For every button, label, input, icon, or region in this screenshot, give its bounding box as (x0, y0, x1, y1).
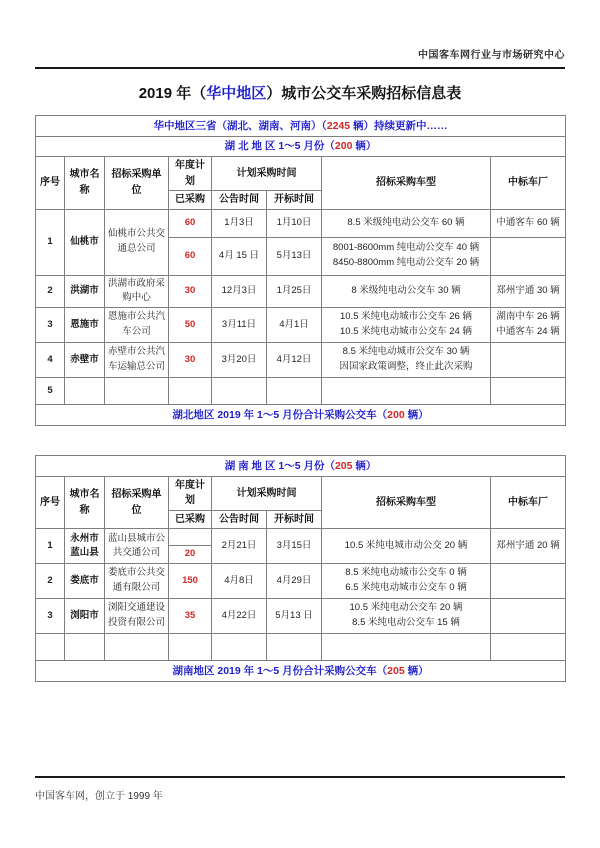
cell-model: 10.5 米纯电城市动公交 20 辆 (322, 529, 491, 564)
page-title (35, 82, 565, 103)
cell-winner (491, 634, 566, 661)
cell-model: 8 米级纯电动公交车 30 辆 (322, 275, 491, 307)
cell-city: 娄底市 (65, 564, 105, 599)
col-header-announce: 公告时间 (212, 510, 267, 529)
table-row (36, 209, 566, 237)
cell-open: 5月13日 (267, 237, 322, 275)
cell-announce: 4月8日 (212, 564, 267, 599)
cell-unit: 蓝山县城市公共交通公司 (105, 529, 169, 564)
hubei-summary-pre: 湖北地区 2019 年 1～5 月份合计采购公交车（ (172, 408, 388, 421)
cell-city: 恩施市 (65, 307, 105, 342)
title-pre: 2019 年（ (138, 85, 207, 102)
cell-announce: 2月21日 (212, 529, 267, 564)
col-header-plan-time: 计划采购时间 (212, 157, 322, 191)
col-header-plan: 年度计划 (169, 157, 212, 191)
hunan-region-row (36, 455, 566, 476)
col-header-city: 城市名称 (65, 157, 105, 210)
model-line-1: 8.5 米纯电动城市公交车 30 辆 (342, 346, 470, 358)
col-header-unit: 招标采购单位 (105, 157, 169, 210)
cell-purchased: 60 (169, 237, 212, 275)
cell-open (267, 377, 322, 404)
cell-unit: 娄底市公共交通有限公司 (105, 564, 169, 599)
col-header-plan: 年度计划 (169, 476, 212, 510)
cell-announce: 3月20日 (212, 342, 267, 377)
cell-unit (105, 377, 169, 404)
col-header-purchased: 已采购 (169, 510, 212, 529)
cell-open: 1月10日 (267, 209, 322, 237)
banner-post: 辆）持续更新中…… (350, 119, 448, 132)
hubei-summary (36, 404, 566, 425)
hunan-summary-row (36, 661, 566, 682)
col-header-winner: 中标车厂 (491, 157, 566, 210)
banner-pre: 华中地区三省（湖北、湖南、河南）（ (153, 119, 327, 132)
hubei-title-count: 200 (334, 140, 353, 153)
update-banner-row (36, 116, 566, 137)
table-row (36, 529, 566, 546)
org-header: 中国客车网行业与市场研究中心 (418, 50, 565, 61)
cell-open (267, 634, 322, 661)
cell-model (322, 634, 491, 661)
hubei-summary-count: 200 (387, 408, 405, 421)
cell-model (322, 599, 491, 634)
cell-seq: 3 (36, 599, 65, 634)
cell-open: 4月1日 (267, 307, 322, 342)
col-header-seq: 序号 (36, 157, 65, 210)
cell-model (322, 237, 491, 275)
cell-winner (491, 307, 566, 342)
cell-announce: 3月11日 (212, 307, 267, 342)
cell-unit: 洪湖市政府采购中心 (105, 275, 169, 307)
cell-unit: 恩施市公共汽车公司 (105, 307, 169, 342)
col-header-purchased: 已采购 (169, 191, 212, 210)
cell-announce: 4月22日 (212, 599, 267, 634)
hunan-summary-count: 205 (387, 665, 405, 678)
cell-city: 仙桃市 (65, 209, 105, 275)
cell-city: 赤壁市 (65, 342, 105, 377)
hunan-title-post: 辆） (352, 459, 377, 472)
cell-purchased: 150 (169, 564, 212, 599)
hubei-region-row (36, 137, 566, 157)
cell-winner: 郑州宇通 20 辆 (491, 529, 566, 564)
cell-open: 5月13 日 (267, 599, 322, 634)
hunan-summary (36, 661, 566, 682)
hubei-header-row-1 (36, 157, 566, 191)
cell-seq: 4 (36, 342, 65, 377)
hubei-summary-post: 辆） (404, 408, 429, 421)
table-row-empty (36, 634, 566, 661)
cell-city: 浏阳市 (65, 599, 105, 634)
header-rule (35, 67, 565, 69)
hubei-summary-row (36, 404, 566, 425)
cell-winner (491, 377, 566, 404)
model-line-2: 8.5 米纯电动公交车 15 辆 (352, 617, 460, 629)
col-header-model: 招标采购车型 (322, 157, 491, 210)
hubei-region-title (36, 137, 566, 157)
cell-purchased: 60 (169, 209, 212, 237)
cell-city: 洪湖市 (65, 275, 105, 307)
cell-announce (212, 377, 267, 404)
cell-purchased: 50 (169, 307, 212, 342)
cell-open: 3月15日 (267, 529, 322, 564)
hubei-title-post: 辆） (352, 140, 377, 153)
cell-winner (491, 564, 566, 599)
cell-city (65, 529, 105, 564)
cell-purchased: 35 (169, 599, 212, 634)
cell-model (322, 342, 491, 377)
model-line-1: 10.5 米纯电动公交车 20 辆 (349, 602, 463, 614)
cell-winner (491, 599, 566, 634)
col-header-plan-time: 计划采购时间 (212, 476, 322, 510)
cell-purchased (169, 634, 212, 661)
cell-model: 8.5 米级纯电动公交车 60 辆 (322, 209, 491, 237)
model-line-1: 10.5 米纯电动城市公交车 26 辆 (340, 311, 472, 323)
cell-purchased: 30 (169, 275, 212, 307)
table-row (36, 275, 566, 307)
cell-seq: 2 (36, 564, 65, 599)
model-line-1: 8001-8600mm 纯电动公交车 40 辆 (332, 242, 480, 254)
col-header-city: 城市名称 (65, 476, 105, 529)
hunan-title-count: 205 (334, 459, 353, 472)
col-header-open: 开标时间 (267, 510, 322, 529)
city-line-2: 蓝山县 (70, 547, 99, 559)
col-header-model: 招标采购车型 (322, 476, 491, 529)
table-row (36, 342, 566, 377)
model-line-1: 8.5 米纯电动城市公交车 0 辆 (345, 567, 467, 579)
hunan-header-row-1 (36, 476, 566, 510)
cell-seq: 1 (36, 209, 65, 275)
cell-model (322, 564, 491, 599)
table-row (36, 564, 566, 599)
cell-unit: 浏阳交通建设投资有限公司 (105, 599, 169, 634)
hunan-summary-post: 辆） (404, 665, 429, 678)
cell-announce: 12月3日 (212, 275, 267, 307)
col-header-announce: 公告时间 (212, 191, 267, 210)
title-post: ）城市公交车采购招标信息表 (266, 85, 462, 102)
col-header-winner: 中标车厂 (491, 476, 566, 529)
hubei-title-pre: 湖 北 地 区 1～5 月份（ (224, 140, 335, 153)
cell-seq: 2 (36, 275, 65, 307)
cell-model (322, 307, 491, 342)
banner-count: 2245 (326, 119, 351, 132)
cell-model (322, 377, 491, 404)
hunan-table (35, 455, 566, 682)
cell-purchased: 20 (169, 546, 212, 564)
cell-winner (491, 342, 566, 377)
cell-open: 4月12日 (267, 342, 322, 377)
cell-announce: 1月3日 (212, 209, 267, 237)
model-line-2: 8450-8800mm 纯电动公交车 20 辆 (332, 257, 480, 268)
hunan-title-pre: 湖 南 地 区 1～5 月份（ (224, 459, 335, 472)
cell-purchased-plan (169, 529, 212, 546)
model-line-2: 因国家政策调整，终止此次采购 (339, 360, 473, 372)
hubei-table (35, 115, 566, 426)
cell-winner (491, 237, 566, 275)
cell-open: 1月25日 (267, 275, 322, 307)
cell-seq: 5 (36, 377, 65, 404)
title-region: 华中地区 (206, 85, 267, 102)
cell-city (65, 634, 105, 661)
cell-seq: 1 (36, 529, 65, 564)
model-line-2: 6.5 米纯电动城市公交车 0 辆 (345, 582, 467, 594)
hunan-summary-pre: 湖南地区 2019 年 1～5 月份合计采购公交车（ (172, 665, 388, 678)
cell-winner: 郑州宇通 30 辆 (491, 275, 566, 307)
update-banner (36, 116, 566, 137)
page-footer: 中国客车网，创立于 1999 年 (35, 791, 163, 802)
cell-open: 4月29日 (267, 564, 322, 599)
table-row (36, 307, 566, 342)
cell-seq (36, 634, 65, 661)
cell-announce: 4月 15 日 (212, 237, 267, 275)
model-line-2: 10.5 米纯电动城市公交车 24 辆 (340, 325, 472, 337)
footer-rule (35, 776, 565, 778)
cell-city (65, 377, 105, 404)
table-row-empty (36, 377, 566, 404)
table-row (36, 599, 566, 634)
winner-line-1: 湖南中车 26 辆 (496, 311, 560, 323)
cell-purchased: 30 (169, 342, 212, 377)
col-header-seq: 序号 (36, 476, 65, 529)
hunan-region-title (36, 455, 566, 476)
cell-unit: 赤壁市公共汽车运输总公司 (105, 342, 169, 377)
col-header-open: 开标时间 (267, 191, 322, 210)
winner-line-2: 中通客车 24 辆 (496, 325, 560, 337)
col-header-unit: 招标采购单位 (105, 476, 169, 529)
cell-purchased (169, 377, 212, 404)
cell-unit (105, 634, 169, 661)
cell-winner: 中通客车 60 辆 (491, 209, 566, 237)
cell-unit: 仙桃市公共交通总公司 (105, 209, 169, 275)
city-line-1: 永州市 (70, 532, 99, 544)
cell-announce (212, 634, 267, 661)
cell-seq: 3 (36, 307, 65, 342)
